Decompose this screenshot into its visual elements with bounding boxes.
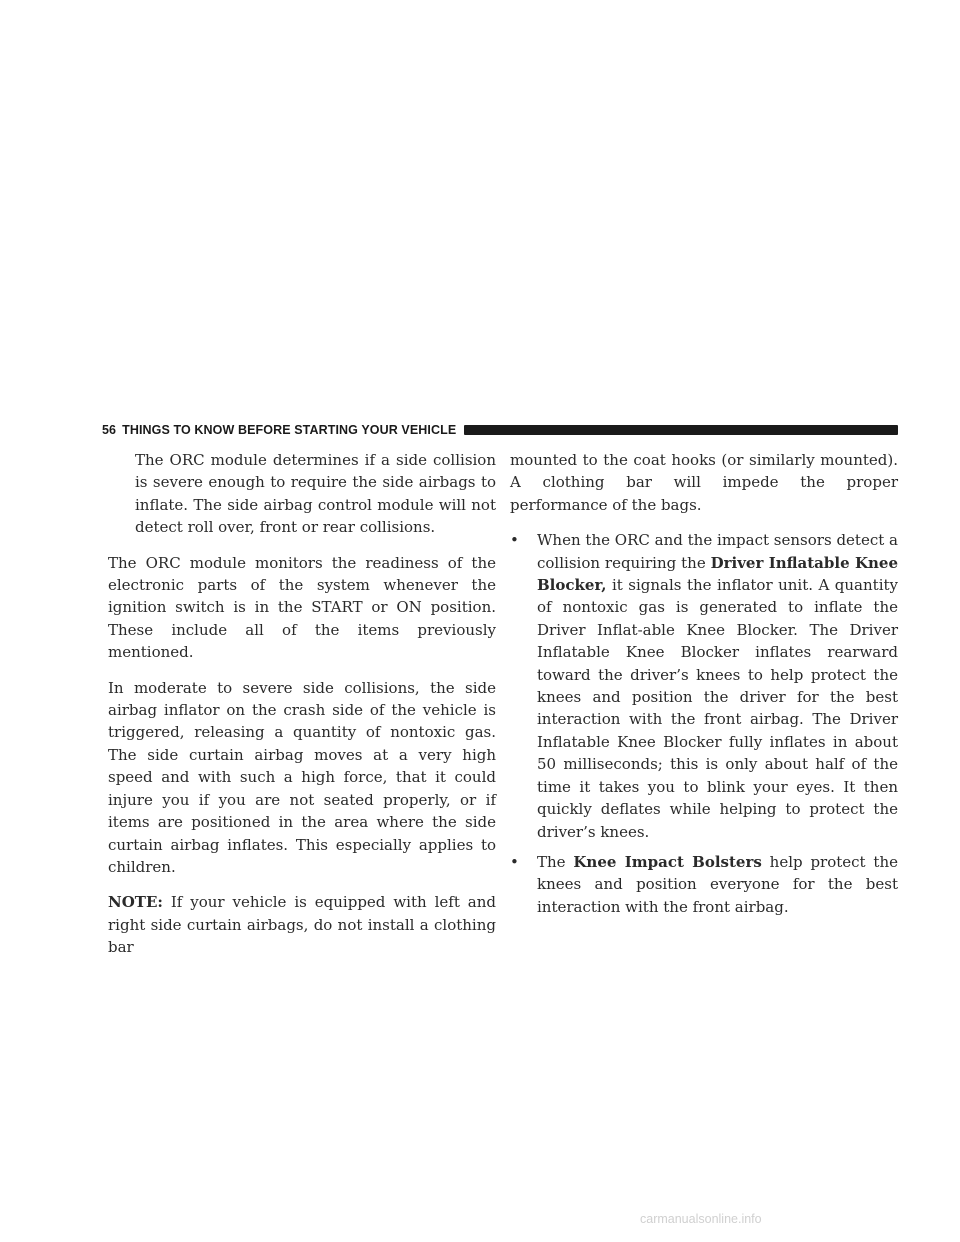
bullet-text-bold: Driver Inflatable Knee Blocker, — [537, 553, 899, 595]
page-number: 56 — [102, 423, 117, 437]
bullet-dot: • — [510, 852, 519, 871]
left-column — [108, 449, 496, 972]
bullet-text-pre: When the ORC and the impact sensors detect a collision requiring the — [537, 531, 898, 572]
note-label: NOTE: — [108, 893, 163, 912]
note-paragraph — [108, 891, 496, 958]
bullet-text-post: help protect the knees and position everyone for the best interaction with the front airbag. — [537, 852, 898, 916]
page-header — [102, 418, 898, 442]
footer-watermark: carmanualsonline.info — [640, 1212, 762, 1226]
right-column — [510, 449, 898, 931]
bullet-knee-bolsters — [510, 851, 898, 918]
bullet-text-bold: Knee Impact Bolsters — [573, 852, 762, 871]
bullet-text-pre: The — [537, 852, 574, 871]
paragraph-side-collisions: In moderate to severe side collisions, the side airbag inflator on the crash side of the vehicle is triggered, releasing a quantity of nontoxic gas. The side curtain airbag moves at a very high speed and with such a high force, that it could injure you if you are not seated properly, or if items are positioned in the area where the side curtain airbag inflates. This especially applies to children. — [108, 678, 496, 876]
paragraph-orc-module: The ORC module determines if a side collision is severe enough to require the side airbags to inflate. The side airbag control module will not detect roll over, front or rear collisions. — [135, 451, 496, 537]
bullet-knee-blocker — [510, 529, 898, 843]
bullet-dot: • — [510, 531, 519, 550]
note-text: If your vehicle is equipped with left and right side curtain airbags, do not install a clothing bar — [108, 893, 496, 957]
paragraph-readiness: The ORC module monitors the readiness of the electronic parts of the system whenever the ignition switch is in the START or ON position. These include all of the items previously mentioned. — [108, 553, 496, 662]
section-title: THINGS TO KNOW BEFORE STARTING YOUR VEHICLE — [122, 423, 457, 437]
header-rule — [464, 425, 898, 435]
bullet-text-post: it signals the inflator unit. A quantity of nontoxic gas is generated to inflate the Driver Inflat-able Knee Blocker. The Driver Inflatable Knee Blocker inflates rearward toward the driver’s knees to help protect the knees and position the driver for the best interaction with the front airbag. The Driver Inflatable Knee Blocker fully inflates in about 50 milliseconds; this is only about half of the time it takes you to blink your eyes. It then quickly deflates while helping to protect the driver’s knees. — [537, 576, 898, 841]
paragraph-clothing-bar: mounted to the coat hooks (or similarly mounted). A clothing bar will impede the proper performance of the bags. — [510, 451, 898, 514]
